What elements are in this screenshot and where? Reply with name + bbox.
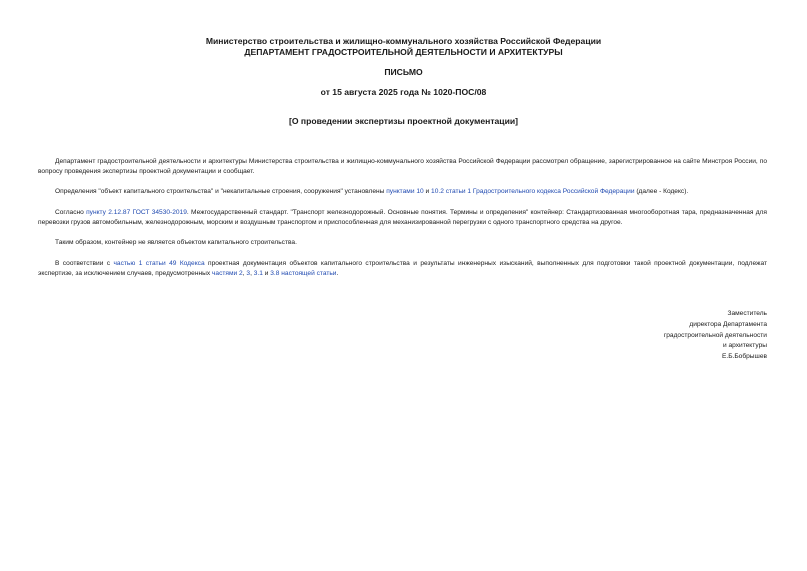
department-title: ДЕПАРТАМЕНТ ГРАДОСТРОИТЕЛЬНОЙ ДЕЯТЕЛЬНОСТИ И АРХИТЕКТУРЫ: [244, 47, 563, 57]
link-article-49-part-1[interactable]: частью 1 статьи 49 Кодекса: [113, 260, 205, 267]
signature-block: [664, 309, 767, 363]
paragraph-text: ,: [250, 270, 254, 277]
document-type: ПИСЬМО: [384, 67, 423, 77]
paragraph-conclusion: Таким образом, контейнер не является объектом капитального строительства.: [55, 239, 297, 246]
link-gost-34530[interactable]: пункту 2.12.87 ГОСТ 34530-2019: [86, 209, 187, 216]
link-article-1-grad-code[interactable]: 10.2 статьи 1 Градостроительного кодекса Российской Федерации: [431, 188, 635, 195]
link-part-3-1[interactable]: 3.1: [253, 270, 263, 277]
ministry-title: Министерство строительства и жилищно-коммунального хозяйства Российской Федерации: [205, 36, 602, 46]
signature-title-line: и архитектуры: [722, 342, 767, 350]
paragraph-text: и: [262, 270, 271, 277]
paragraph-expertise: [38, 259, 767, 279]
paragraph-text: проектная документация объектов капитального строительства и результаты инженерных изысканий, выполненных для подготовки такой проектной документации, подлежат экспертизе, за исключением случаев, предусмотренных: [38, 260, 767, 277]
link-part-3[interactable]: 3: [246, 270, 251, 277]
paragraph-text: .: [336, 270, 339, 277]
signature-title-line: Заместитель: [727, 310, 767, 317]
paragraph-text: (далее - Кодекс).: [634, 188, 689, 195]
paragraph-text: Согласно: [55, 209, 87, 216]
paragraph-text: Определения "объект капитального строительства" и "некапитальные строения, сооружения" установлены: [55, 188, 387, 195]
paragraph-intro: Департамент градостроительной деятельности и архитектуры Министерства строительства и жилищно-коммунального хозяйства Российской Федерации рассмотрел обращение, зарегистрированное на сайте Минстроя России, по вопросу проведения экспертизы проектной документации и сообщает.: [38, 158, 767, 175]
link-part-3-8[interactable]: 3.8 настоящей статьи: [270, 270, 337, 277]
paragraph-container-definition: [38, 208, 767, 228]
document-date-number: от 15 августа 2025 года № 1020-ПОС/08: [320, 87, 487, 97]
link-part-2[interactable]: частями 2: [212, 270, 243, 277]
signature-title-line: градостроительной деятельности: [663, 331, 767, 339]
paragraph-definitions: [38, 187, 767, 197]
paragraph-text: и: [423, 188, 432, 195]
paragraph-text: В соответствии с: [55, 260, 114, 267]
paragraph-text: ,: [242, 270, 247, 277]
link-points-10[interactable]: пунктами 10: [386, 188, 424, 195]
signatory-name: Е.Б.Бобрышев: [721, 353, 767, 361]
document-subject: [О проведении экспертизы проектной документации]: [288, 116, 519, 126]
paragraph-text: . Межгосударственный стандарт. "Транспорт железнодорожный. Основные понятия. Термины и определения" контейнер: Стандартизованная многооборотная тара, предназначенная для перевозки грузов автомобильным, железнодорожным, морским и воздушным транспортом и приспособленная для механизированной перегрузки с одного транспортного средства на другое.: [38, 209, 767, 226]
signature-title-line: директора Департамента: [689, 320, 767, 328]
